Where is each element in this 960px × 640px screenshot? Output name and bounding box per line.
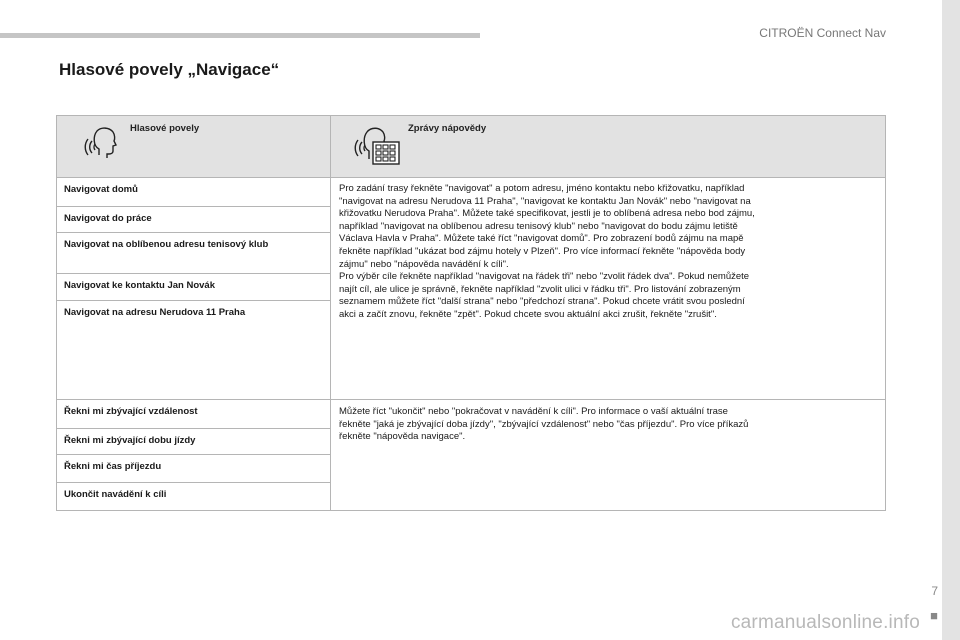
help-text-group-1: [339, 183, 879, 322]
help-line: "navigovat na adresu Nerudova 11 Praha", "navigovat ke kontaktu Jan Novák" nebo "navigovat na: [339, 195, 751, 207]
table-row: Navigovat do práce: [57, 207, 331, 233]
table-row: Navigovat na oblíbenou adresu tenisový klub: [57, 233, 331, 274]
help-column-label: Zprávy nápovědy: [408, 123, 487, 134]
help-line: řekněte "nápověda navigace".: [339, 431, 466, 443]
commands-column-label: Hlasové povely: [130, 123, 200, 134]
help-line: řekněte například "ukázat bod zájmu hotely v Plzeň". Pro více informací řekněte "nápověda body: [339, 245, 746, 257]
voice-commands-table: [56, 115, 886, 511]
watermark: carmanualsonline.info: [730, 612, 920, 633]
help-line: křižovatku Nerudova Praha". Můžete také specifikovat, jestli je to oblíbená adresa nebo bod zájmu,: [339, 208, 755, 220]
help-line: řekněte "jaká je zbývající doba jízdy", "zbývající vzdálenost" nebo "čas příjezdu". Pro více příkazů: [339, 418, 749, 430]
help-line: Můžete říct "ukončit" nebo "pokračovat v navádění k cíli". Pro informace o vaší aktuální trase: [339, 406, 728, 417]
table-row: Navigovat domů: [57, 178, 331, 207]
speaking-head-keypad-icon: [353, 122, 403, 166]
table-row: Navigovat na adresu Nerudova 11 Praha: [64, 307, 246, 318]
table-row: Řekni mi čas příjezdu: [57, 455, 331, 483]
speaking-head-icon: [83, 122, 117, 162]
help-line: Pro výběr cíle řekněte například "navigovat na řádek tři" nebo "zvolit řádek dva". Pokud nemůžete: [339, 271, 750, 283]
help-line: najít cíl, ale ulice je správně, řekněte například "zvolit ulici v řádku tři". Pro listování zobrazeným: [339, 283, 741, 295]
help-line: seznamem můžete říct "další strana" nebo "předchozí strana". Pokud chcete vrátit svou poslední: [339, 296, 745, 308]
help-text-group-2: [339, 406, 879, 444]
page-marker: ■: [930, 608, 938, 623]
help-line: Václava Havla v Praha". Můžete také říct "navigovat domů". Pro zobrazení bodů zájmu na mapě: [339, 233, 744, 245]
header-cell-commands: [57, 116, 331, 177]
header-cell-help: [331, 116, 885, 177]
table-row: Ukončit navádění k cíli: [64, 489, 167, 500]
help-line: zájmu" nebo "nápověda navádění k cíli".: [339, 258, 509, 270]
table-row: Řekni mi zbývající vzdálenost: [57, 400, 331, 429]
side-tab: [942, 0, 960, 640]
manual-title: CITROËN Connect Nav: [759, 26, 886, 40]
page-number: 7: [931, 584, 938, 598]
table-row: Řekni mi zbývající dobu jízdy: [57, 429, 331, 455]
header-rule: [0, 33, 480, 38]
help-line: Pro zadání trasy řekněte "navigovat" a potom adresu, jméno kontaktu nebo křižovatku, například: [339, 183, 745, 194]
table-header: [57, 116, 885, 178]
help-line: akci a začít znovu, řekněte "zpět". Pokud chcete svou aktuální akci zrušit, řekněte "zrušit".: [339, 308, 717, 320]
command-column-group-2: [57, 400, 331, 511]
page-title: Hlasové povely „Navigace“: [59, 60, 280, 79]
help-line: například "navigovat na oblíbenou adresu tenisový klub" nebo "navigovat do bodu zájmu letiště: [339, 220, 738, 232]
command-column-group-1: [57, 178, 331, 399]
table-row: Navigovat ke kontaktu Jan Novák: [57, 274, 331, 301]
